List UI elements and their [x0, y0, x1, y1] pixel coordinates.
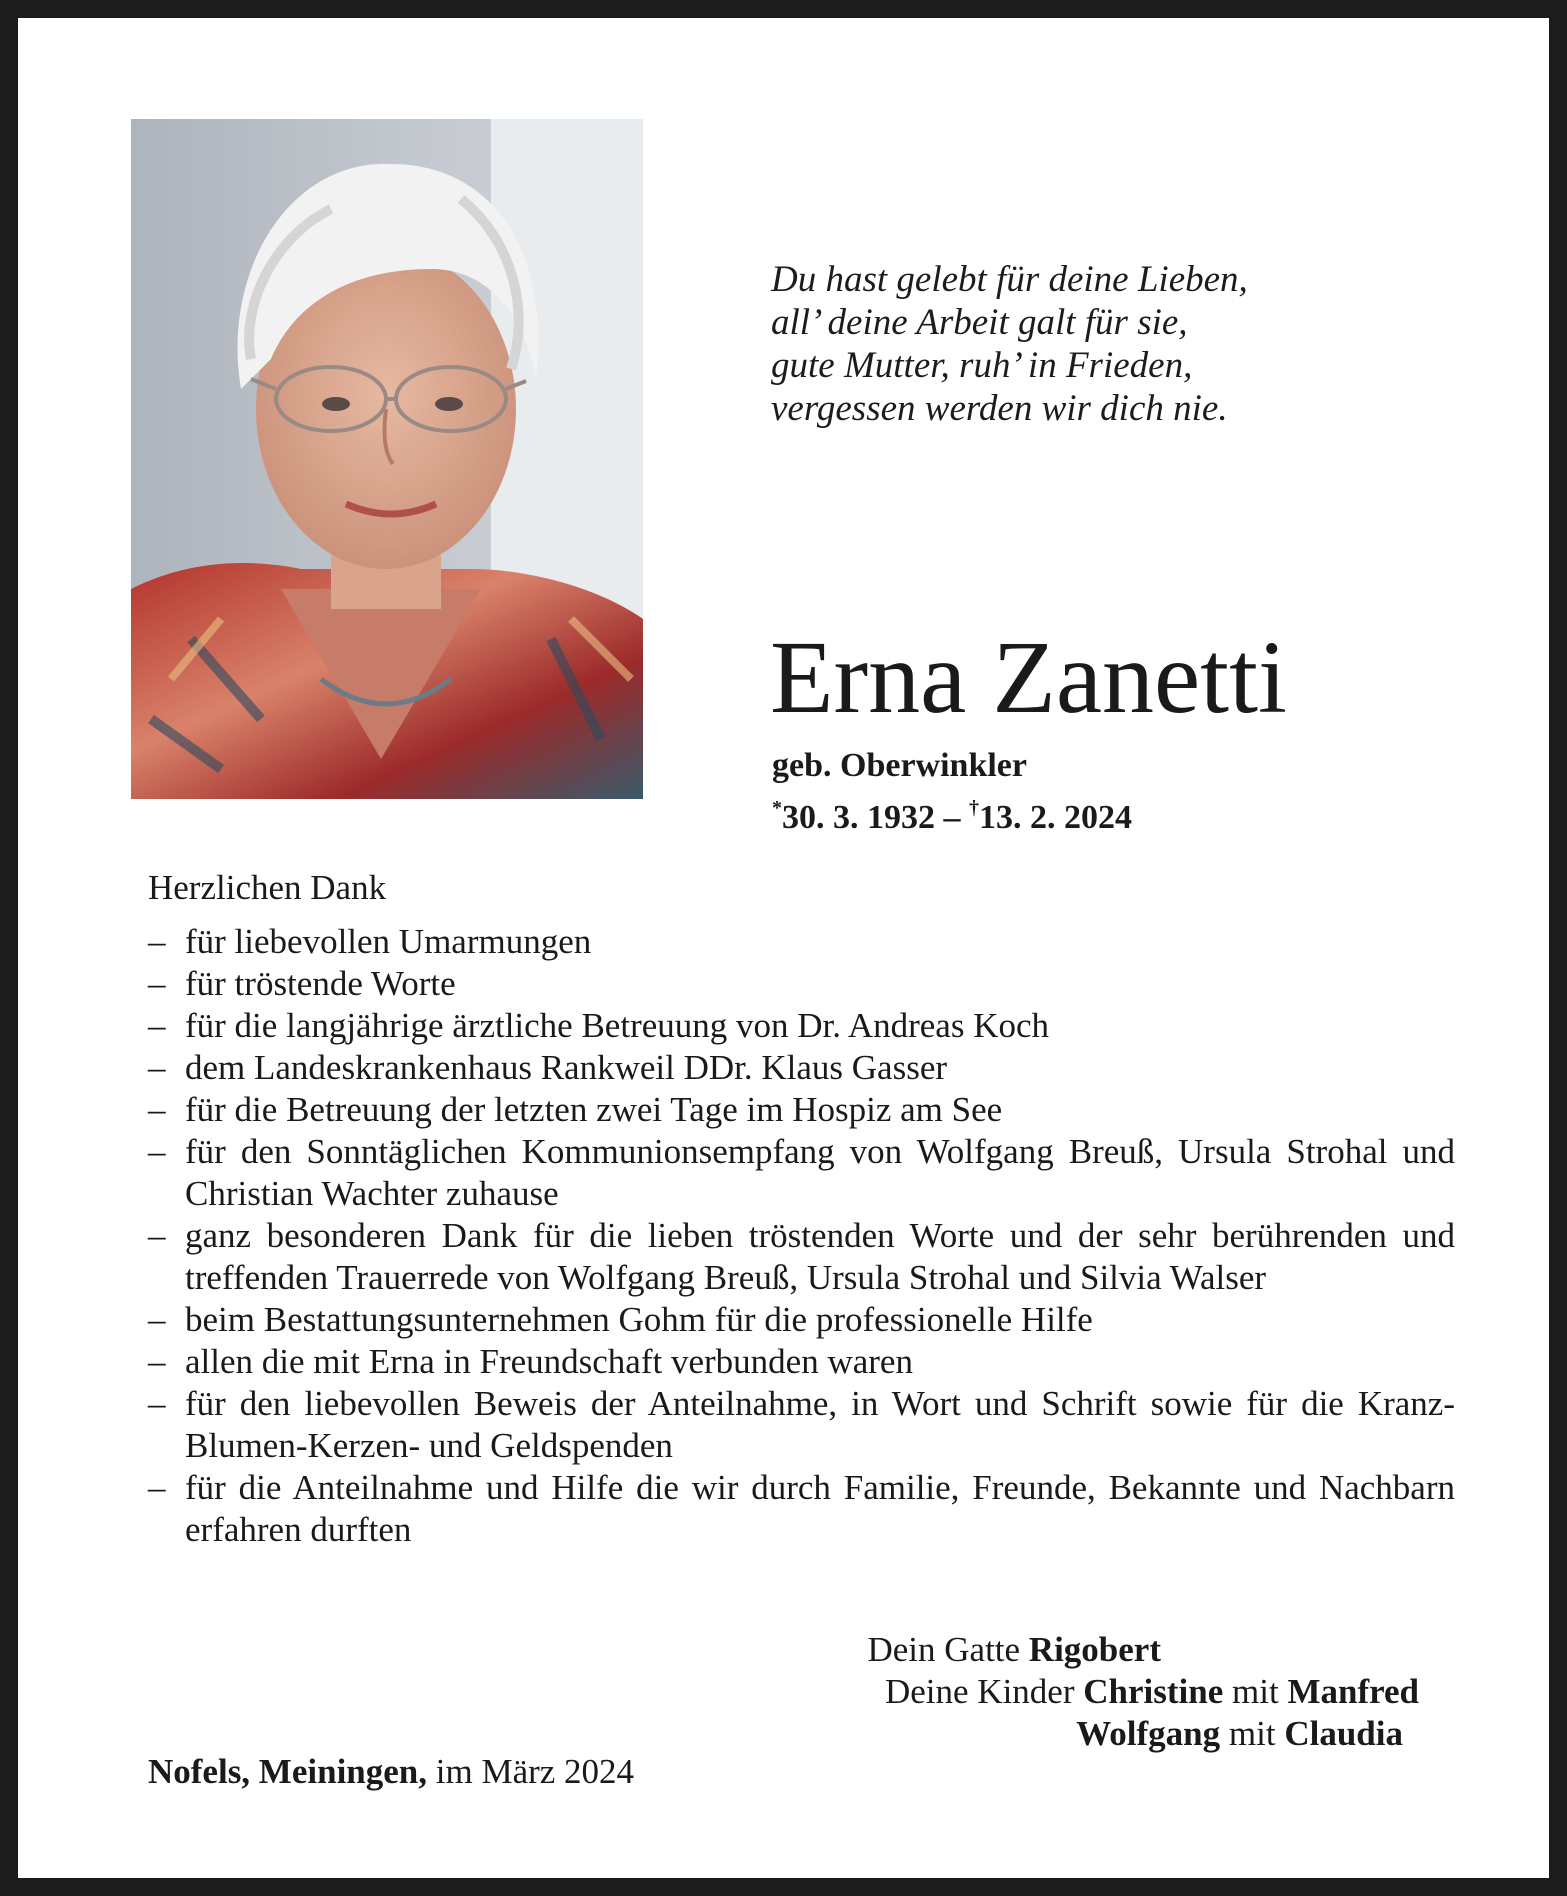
thanks-item-text: für den Sonntäglichen Kommunionsempfang von Wolfgang Breuß, Ursula Strohal und Christian Wachter zuhause: [185, 1132, 1455, 1213]
child-name: Christine: [1083, 1672, 1224, 1711]
dash: –: [148, 1006, 166, 1045]
thanks-item-text: für die langjährige ärztliche Betreuung von Dr. Andreas Koch: [185, 1006, 1050, 1045]
thanks-item-text: dem Landeskrankenhaus Rankweil DDr. Klaus Gasser: [185, 1048, 948, 1087]
thanks-heading: Herzlichen Dank: [148, 868, 387, 907]
portrait-image: [131, 119, 643, 799]
dash: –: [148, 1468, 166, 1507]
thanks-item-text: für den liebevollen Beweis der Anteilnahme, in Wort und Schrift sowie für die Kranz-Blumen-Kerzen- und Geldspenden: [185, 1384, 1455, 1465]
dash: –: [148, 1384, 166, 1423]
partner-name: Manfred: [1287, 1672, 1419, 1711]
partner-name: Claudia: [1284, 1714, 1403, 1753]
thanks-item: [148, 1005, 1455, 1047]
maiden-name: geb. Oberwinkler: [772, 747, 1027, 784]
thanks-item: [148, 1215, 1455, 1299]
thanks-item-text: für die Anteilnahme und Hilfe die wir durch Familie, Freunde, Bekannte und Nachbarn erfahren durften: [185, 1468, 1455, 1549]
thanks-item: [148, 921, 1455, 963]
birth-date: 30. 3. 1932: [782, 799, 935, 836]
thanks-item-text: ganz besonderen Dank für die lieben tröstenden Worte und der sehr berührenden und treffenden Trauerrede von Wolfgang Breuß, Ursula Strohal und Silvia Walser: [185, 1216, 1455, 1297]
thanks-item: [148, 1299, 1455, 1341]
poem-line: gute Mutter, ruh’ in Frieden,: [771, 345, 1193, 386]
portrait-photo: [131, 119, 643, 799]
date: im März 2024: [435, 1752, 635, 1791]
poem: [771, 258, 1248, 430]
signature-block: [867, 1629, 1419, 1755]
spouse-name: Rigobert: [1028, 1630, 1161, 1669]
birth-symbol: *: [772, 797, 782, 819]
with-word: mit: [1228, 1714, 1276, 1753]
signature-children: [867, 1671, 1419, 1713]
spouse-label: Dein Gatte: [867, 1630, 1021, 1669]
thanks-item-text: für die Betreuung der letzten zwei Tage im Hospiz am See: [185, 1090, 1003, 1129]
places: Nofels, Meiningen,: [148, 1752, 428, 1791]
dash: –: [148, 1300, 166, 1339]
life-dates: [772, 787, 1132, 839]
thanks-item: [148, 1131, 1455, 1215]
death-symbol: †: [969, 797, 979, 819]
dash: –: [148, 1342, 166, 1381]
date-separator: –: [935, 799, 969, 836]
thanks-item: [148, 963, 1455, 1005]
deceased-name: Erna Zanetti: [770, 620, 1287, 735]
thanks-item: [148, 1047, 1455, 1089]
thanks-list: [148, 921, 1455, 1551]
poem-line: all’ deine Arbeit galt für sie,: [771, 302, 1188, 343]
thanks-item: [148, 1089, 1455, 1131]
dash: –: [148, 922, 166, 961]
children-label: Deine Kinder: [884, 1672, 1075, 1711]
place-date: [148, 1751, 634, 1793]
thanks-item: [148, 1467, 1455, 1551]
signature-children-2: [867, 1713, 1403, 1755]
child-name: Wolfgang: [1076, 1714, 1221, 1753]
dash: –: [148, 1132, 166, 1171]
thanks-item-text: beim Bestattungsunternehmen Gohm für die professionelle Hilfe: [185, 1300, 1093, 1339]
thanks-item: [148, 1341, 1455, 1383]
poem-line: vergessen werden wir dich nie.: [771, 388, 1228, 429]
with-word: mit: [1232, 1672, 1279, 1711]
thanks-item-text: für liebevollen Umarmungen: [185, 922, 592, 961]
death-date: 13. 2. 2024: [979, 799, 1132, 836]
dash: –: [148, 1090, 166, 1129]
dash: –: [148, 964, 166, 1003]
thanks-item-text: allen die mit Erna in Freundschaft verbunden waren: [185, 1342, 913, 1381]
thanks-item-text: für tröstende Worte: [185, 964, 456, 1003]
dash: –: [148, 1216, 166, 1255]
dash: –: [148, 1048, 166, 1087]
poem-line: Du hast gelebt für deine Lieben,: [771, 259, 1248, 300]
signature-spouse: [867, 1629, 1161, 1671]
thanks-item: [148, 1383, 1455, 1467]
